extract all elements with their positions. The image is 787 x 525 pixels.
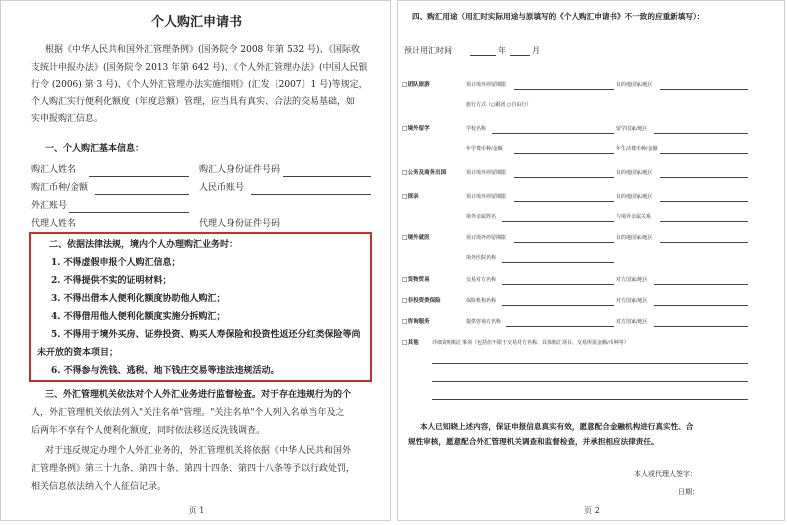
- rule-3: 3. 不得出借本人便利化额度协助他人购汇；: [51, 294, 226, 304]
- checkbox-icon: □: [402, 339, 408, 346]
- page-2: [397, 0, 785, 521]
- study-country-label: 留学国家/地区: [616, 126, 648, 132]
- intro-line-5: 实申报购汇信息。: [31, 114, 104, 124]
- option-group-business[interactable]: □公务及商务出国: [402, 169, 447, 176]
- field-agent-id-label: 代理人身份证件号码: [199, 219, 281, 229]
- option-group-tour[interactable]: □团队旅游: [402, 81, 430, 88]
- option-group-medical[interactable]: □境外就医: [402, 234, 430, 241]
- section-3-line-3: 后两年不享有个人便利化额度，同时依法移送反洗钱调查。: [31, 426, 266, 436]
- option-group-family[interactable]: □探亲: [402, 193, 419, 200]
- consulting-country-line[interactable]: [654, 326, 748, 327]
- intro-line-2: 支统计申报办法》(国务院令 2013 年第 642 号)、《个人外汇管理办法》(中国人民银: [31, 63, 368, 73]
- checkbox-icon: □: [402, 318, 408, 325]
- date-label: 日期：: [678, 488, 699, 496]
- family-stay-line[interactable]: [514, 201, 614, 202]
- page-title: 个人购汇申请书: [150, 15, 242, 30]
- field-fx-label: 外汇账号: [31, 201, 68, 211]
- field-id-label: 购汇人身份证件号码: [199, 165, 281, 175]
- family-stay-label: 预计境外停留期限: [466, 194, 507, 200]
- other-line-3[interactable]: [432, 399, 748, 400]
- rule-5-cont: 未开放的资本项目；: [37, 348, 119, 358]
- trade-party-label: 交易对方名称: [466, 277, 497, 283]
- other-line-1[interactable]: [432, 363, 748, 364]
- checkbox-icon: □: [402, 297, 408, 304]
- intro-line-3: 行令 (2006) 第 3 号)、《个人外汇管理办法实施细则》(汇发〔2007〕1 号)等规定，: [31, 80, 368, 90]
- page-1-footer: 页 1: [188, 506, 205, 515]
- tour-mode-label[interactable]: 旅行方式（○跟团 ○自由行）: [466, 102, 532, 108]
- other-detail-label: 详细说明购汇事项（包括但不限于交易对方名称、具体购汇项目、交易所需金额/币种等）: [432, 340, 629, 346]
- insurance-org-line[interactable]: [502, 305, 614, 306]
- intro-line-1: 根据《中华人民共和国外汇管理条例》(国务院令 2008 年第 532 号)、《国际收: [45, 45, 361, 55]
- medical-dest-label: 目的地国家/地区: [616, 235, 653, 241]
- tour-stay-line[interactable]: [514, 89, 614, 90]
- field-rmb-label: 人民币账号: [199, 183, 245, 193]
- section-1-title: 一、个人购汇基本信息：: [45, 144, 145, 154]
- option-group-consulting[interactable]: □咨询服务: [402, 318, 430, 325]
- field-name-line[interactable]: [89, 176, 189, 177]
- tour-dest-line[interactable]: [660, 89, 748, 90]
- field-agent-name-label: 代理人姓名: [31, 219, 77, 229]
- medical-dest-line[interactable]: [660, 242, 748, 243]
- family-relative-name-label: 境外亲属姓名: [466, 214, 497, 220]
- declaration-line-2: 规性审核，愿意配合外汇管理机关调查和监督检查，并承担相应法律责任。: [408, 437, 659, 446]
- insurance-org-label: 保险机构名称: [466, 298, 497, 304]
- field-currency-label: 购汇币种/金额: [31, 183, 89, 193]
- medical-stay-line[interactable]: [514, 242, 614, 243]
- highlight-box: [29, 232, 372, 382]
- option-group-trade[interactable]: □货物贸易: [402, 276, 430, 283]
- study-living-label: 年生活费币种/金额: [616, 146, 658, 152]
- study-living-line[interactable]: [660, 153, 748, 154]
- medical-stay-label: 预计境外停留期限: [466, 235, 507, 241]
- family-dest-label: 目的地国家/地区: [616, 194, 653, 200]
- rule-6: 6. 不得参与洗钱、逃税、地下钱庄交易等违法违规活动。: [51, 366, 280, 376]
- family-relation-label: 与境外亲属关系: [616, 214, 652, 220]
- section-3-line-5: 汇管理条例》第三十九条、第四十条、第四十四条、第四十八条等予以行政处罚，: [31, 464, 356, 474]
- option-group-insurance[interactable]: □非投资类保险: [402, 297, 441, 304]
- consulting-country-label: 对方国家/地区: [616, 319, 648, 325]
- business-dest-line[interactable]: [660, 177, 748, 178]
- medical-hospital-label: 境外医院名称: [466, 255, 497, 261]
- study-tuition-line[interactable]: [514, 153, 614, 154]
- study-tuition-label: 年学费币种/金额: [466, 146, 503, 152]
- section-3-line-4: 对于违反规定办理个人外汇业务的，外汇管理机关将依据《中华人民共和国外: [45, 446, 352, 456]
- field-currency-line[interactable]: [95, 194, 189, 195]
- family-relative-name-line[interactable]: [502, 221, 614, 222]
- field-name-label: 购汇人姓名: [31, 165, 77, 175]
- consulting-party-label: 提供咨询方名称: [466, 319, 502, 325]
- field-rmb-line[interactable]: [251, 194, 371, 195]
- study-country-line[interactable]: [654, 133, 748, 134]
- rule-2: 2. 不得提供不实的证明材料；: [51, 276, 172, 286]
- insurance-country-line[interactable]: [654, 305, 748, 306]
- checkbox-icon: □: [402, 234, 408, 241]
- section-3-line-6: 相关信息依法纳入个人征信记录。: [31, 482, 167, 492]
- page-2-footer: 页 2: [584, 506, 600, 515]
- consulting-party-line[interactable]: [506, 326, 614, 327]
- study-school-line[interactable]: [492, 133, 614, 134]
- declaration-line-1: 本人已知晓上述内容，保证申报信息真实有效，愿意配合金融机构进行真实性、合: [420, 422, 694, 431]
- trade-country-label: 对方国家/地区: [616, 277, 648, 283]
- business-dest-label: 目的地国家/地区: [616, 170, 653, 176]
- page-1: [0, 0, 391, 521]
- intro-line-4: 个人购汇实行便利化额度（年度总额）管理，应当具有真实、合法的交易基础，如: [31, 97, 356, 107]
- checkbox-icon: □: [402, 125, 408, 132]
- other-line-2[interactable]: [432, 381, 748, 382]
- option-group-other[interactable]: □其他: [402, 339, 419, 346]
- trade-party-line[interactable]: [502, 284, 614, 285]
- signature-label: 本人或代理人签字：: [634, 470, 697, 478]
- study-school-label: 学校名称: [466, 126, 487, 132]
- field-id-line[interactable]: [283, 176, 371, 177]
- month-input-line[interactable]: [510, 55, 530, 56]
- year-input-line[interactable]: [470, 55, 496, 56]
- checkbox-icon: □: [402, 193, 408, 200]
- option-group-study[interactable]: □境外留学: [402, 125, 430, 132]
- section-3-line-2: 人，外汇管理机关依法列入"关注名单"管理。"关注名单"个人列入名单当年及之: [31, 408, 345, 418]
- section-4-heading: 四、购汇用途（用汇时实际用途与原填写的《个人购汇申请书》不一致的应重新填写）：: [412, 12, 705, 21]
- rule-1: 1. 不得虚假申报个人购汇信息；: [51, 258, 181, 268]
- field-fx-line[interactable]: [69, 212, 189, 213]
- tour-stay-label: 预计境外停留期限: [466, 82, 507, 88]
- year-label: 年: [498, 46, 506, 55]
- family-relation-line[interactable]: [660, 221, 748, 222]
- expected-time-label: 预计用汇时间: [404, 46, 452, 55]
- business-stay-label: 预计境外停留期限: [466, 170, 507, 176]
- medical-hospital-line[interactable]: [502, 262, 614, 263]
- trade-country-line[interactable]: [654, 284, 748, 285]
- checkbox-icon: □: [402, 169, 408, 176]
- tour-dest-label: 目的地国家/地区: [616, 82, 653, 88]
- section-3-line-1: 三、外汇管理机关依法对个人外汇业务进行监督检查。对于存在违规行为的个: [45, 390, 352, 400]
- business-stay-line[interactable]: [514, 177, 614, 178]
- insurance-country-label: 对方国家/地区: [616, 298, 648, 304]
- rule-4: 4. 不得借用他人便利化额度实施分拆购汇；: [51, 312, 226, 322]
- checkbox-icon: □: [402, 276, 408, 283]
- section-2-title: 二、依据法律法规，境内个人办理购汇业务时：: [49, 240, 239, 250]
- month-label: 月: [532, 46, 540, 55]
- family-dest-line[interactable]: [660, 201, 748, 202]
- checkbox-icon: □: [402, 81, 408, 88]
- rule-5: 5. 不得用于境外买房、证券投资、购买人寿保险和投资性返还分红类保险等尚: [51, 330, 361, 340]
